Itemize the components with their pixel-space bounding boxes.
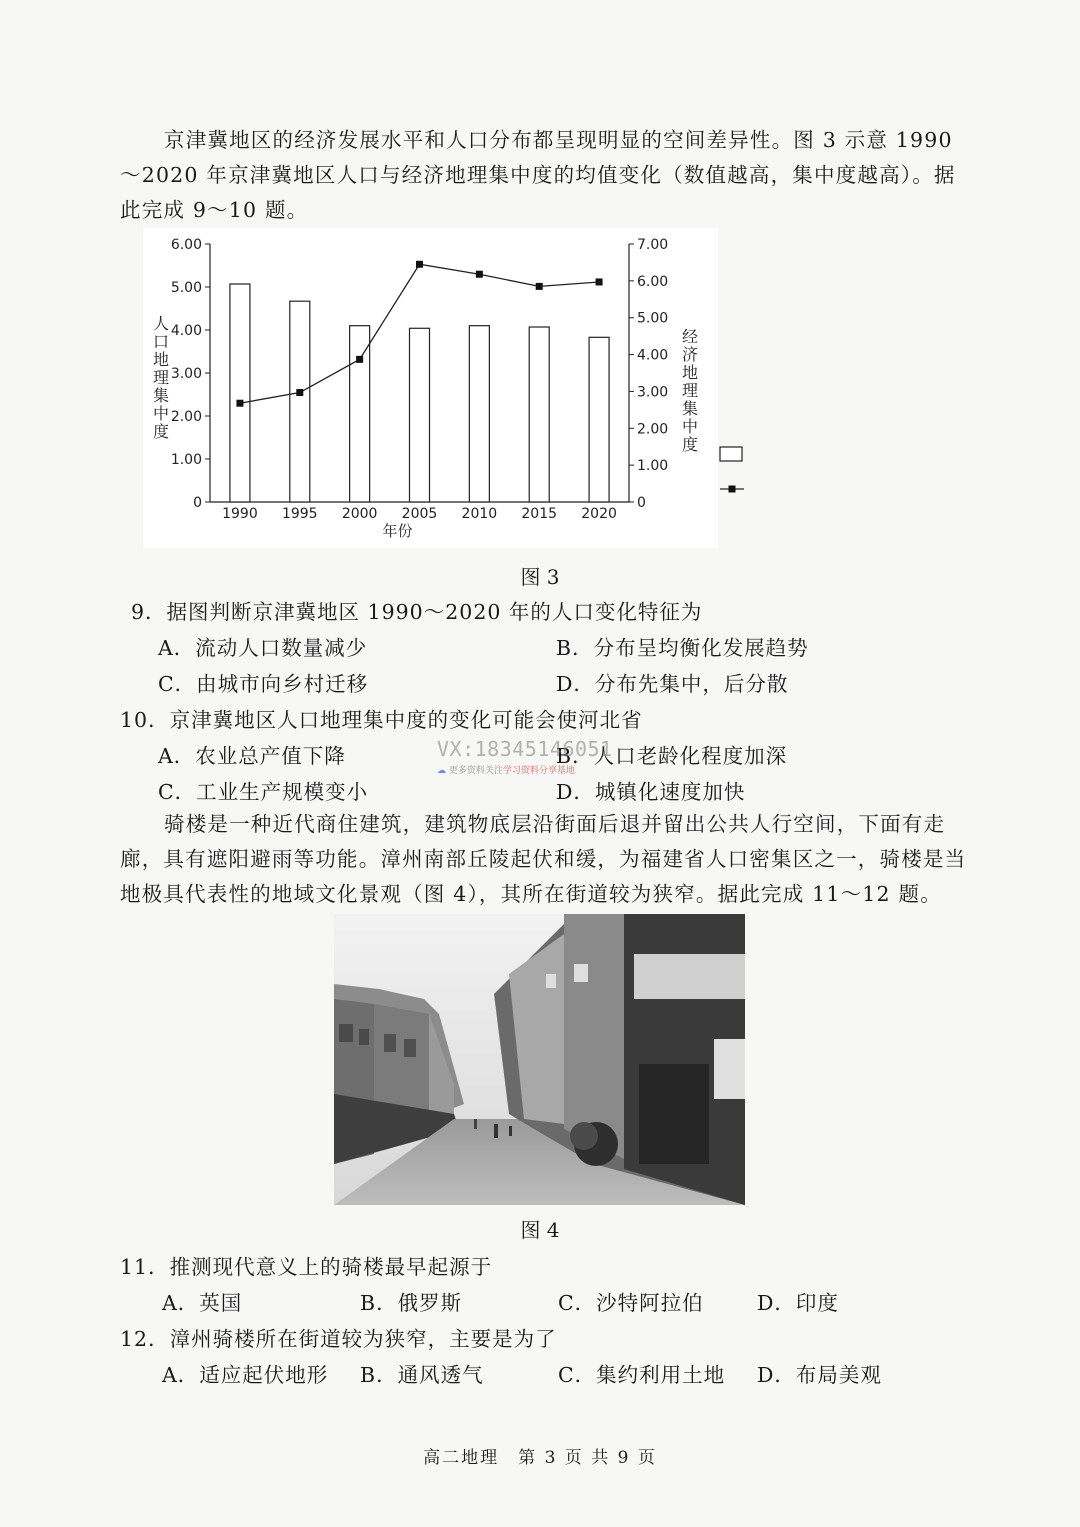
y-left-tick-label: 0 [193,495,202,511]
y-right-axis-title: 经济地理集中度 [681,327,699,454]
y-left-tick-label: 3.00 [170,366,202,382]
bar-population-1990 [230,284,250,502]
question-12-option-d: D．布局美观 [757,1363,882,1387]
question-10-option-d: D．城镇化速度加快 [556,780,746,804]
question-12-option-a: A．适应起伏地形 [162,1363,329,1387]
question-9-option-c: C．由城市向乡村迁移 [158,672,369,696]
y-right-tick-label: 5.00 [637,310,669,327]
y-left-tick-label: 4.00 [170,323,202,339]
question-10-option-b: B．人口老龄化程度加深 [556,744,788,768]
point-economic-2010 [476,271,483,278]
question-9-option-b: B．分布呈均衡化发展趋势 [556,636,809,660]
intro-paragraph-1: 京津冀地区的经济发展水平和人口分布都呈现明显的空间差异性。图 3 示意 1990～2020 年京津冀地区人口与经济地理集中度的均值变化（数值越高，集中度越高）。据此完成 9～10 题。 [120,128,956,222]
figure-3-caption: 图 3 [520,565,560,589]
question-10-option-c: C．工业生产规模变小 [158,780,369,804]
question-11-option-a: A．英国 [162,1291,243,1315]
figure-4-arcade-street-photo [334,914,745,1205]
point-economic-2015 [536,283,543,290]
x-tick-label: 2005 [401,506,438,522]
figure-3-chart [143,228,723,550]
point-economic-2020 [596,278,603,285]
x-tick-label: 2000 [341,506,378,522]
chart-background [143,228,718,548]
x-tick-label: 2015 [521,506,558,522]
y-right-tick-label: 3.00 [637,384,669,401]
y-right-tick-label: 7.00 [637,237,669,253]
question-10-option-a: A．农业总产值下降 [158,744,346,768]
question-12-option-b: B．通风透气 [360,1363,484,1387]
x-tick-label: 1995 [281,506,318,522]
x-tick-label: 2020 [581,506,617,522]
x-tick-label: 1990 [222,506,258,522]
watermark-contact: VX:18345146051 [437,737,613,761]
y-left-axis-title: 人口地理集中度 [152,314,170,441]
x-tick-label: 2010 [461,506,498,522]
y-right-tick-label: 1.00 [637,458,669,475]
question-10-stem: 10．京津冀地区人口地理集中度的变化可能会使河北省 [120,708,643,732]
bar-population-2015 [529,327,549,502]
bar-population-2020 [589,337,609,502]
y-left-tick-label: 6.00 [170,237,202,253]
question-11-option-d: D．印度 [757,1291,839,1315]
point-economic-2000 [356,356,363,363]
bar-population-2005 [410,328,430,502]
y-left-tick-label: 2.00 [170,409,202,425]
y-right-tick-label: 6.00 [637,273,669,290]
question-9-stem: 9．据图判断京津冀地区 1990～2020 年的人口变化特征为 [131,600,703,624]
x-axis-title: 年份 [382,522,413,540]
question-11-option-c: C．沙特阿拉伯 [558,1291,704,1315]
page-footer: 高二地理 第 3 页 共 9 页 [423,1448,657,1468]
y-right-tick-label: 2.00 [637,421,669,438]
question-9-option-d: D．分布先集中，后分散 [556,672,789,696]
bar-population-2010 [469,326,489,502]
watermark-icon: ☁ [437,766,446,776]
legend-line-marker [729,486,736,493]
y-right-tick-label: 0 [637,495,646,511]
question-9-option-a: A．流动人口数量减少 [158,636,368,660]
watermark-brand-text: 学习资料分享基地 [502,766,575,776]
watermark-follow-text: 更多资料关注 [448,766,503,776]
question-12-stem: 12．漳州骑楼所在街道较为狭窄，主要是为了 [120,1327,557,1351]
question-11-option-b: B．俄罗斯 [360,1291,463,1315]
bar-population-2000 [350,326,370,502]
question-12-option-c: C．集约利用土地 [558,1363,726,1387]
y-left-tick-label: 5.00 [170,280,202,296]
point-economic-1990 [236,400,243,407]
point-economic-1995 [296,389,303,396]
question-11-stem: 11．推测现代意义上的骑楼最早起源于 [120,1255,493,1279]
y-left-tick-label: 1.00 [170,452,202,468]
intro-paragraph-2: 骑楼是一种近代商住建筑，建筑物底层沿街面后退并留出公共人行空间，下面有走廊，具有遮阳避雨等功能。漳州南部丘陵起伏和缓，为福建省人口密集区之一，骑楼是当地极具代表性的地域文化景观（图 4），其所在街道较为狭窄。据此完成 11～12 题。 [120,812,967,906]
chart-legend [716,438,916,498]
bar-population-1995 [290,301,310,502]
y-right-tick-label: 4.00 [637,347,669,364]
legend-bar-swatch [720,447,742,461]
watermark-overlay [437,737,615,787]
point-economic-2005 [416,261,423,268]
figure-4-caption: 图 4 [520,1218,560,1242]
